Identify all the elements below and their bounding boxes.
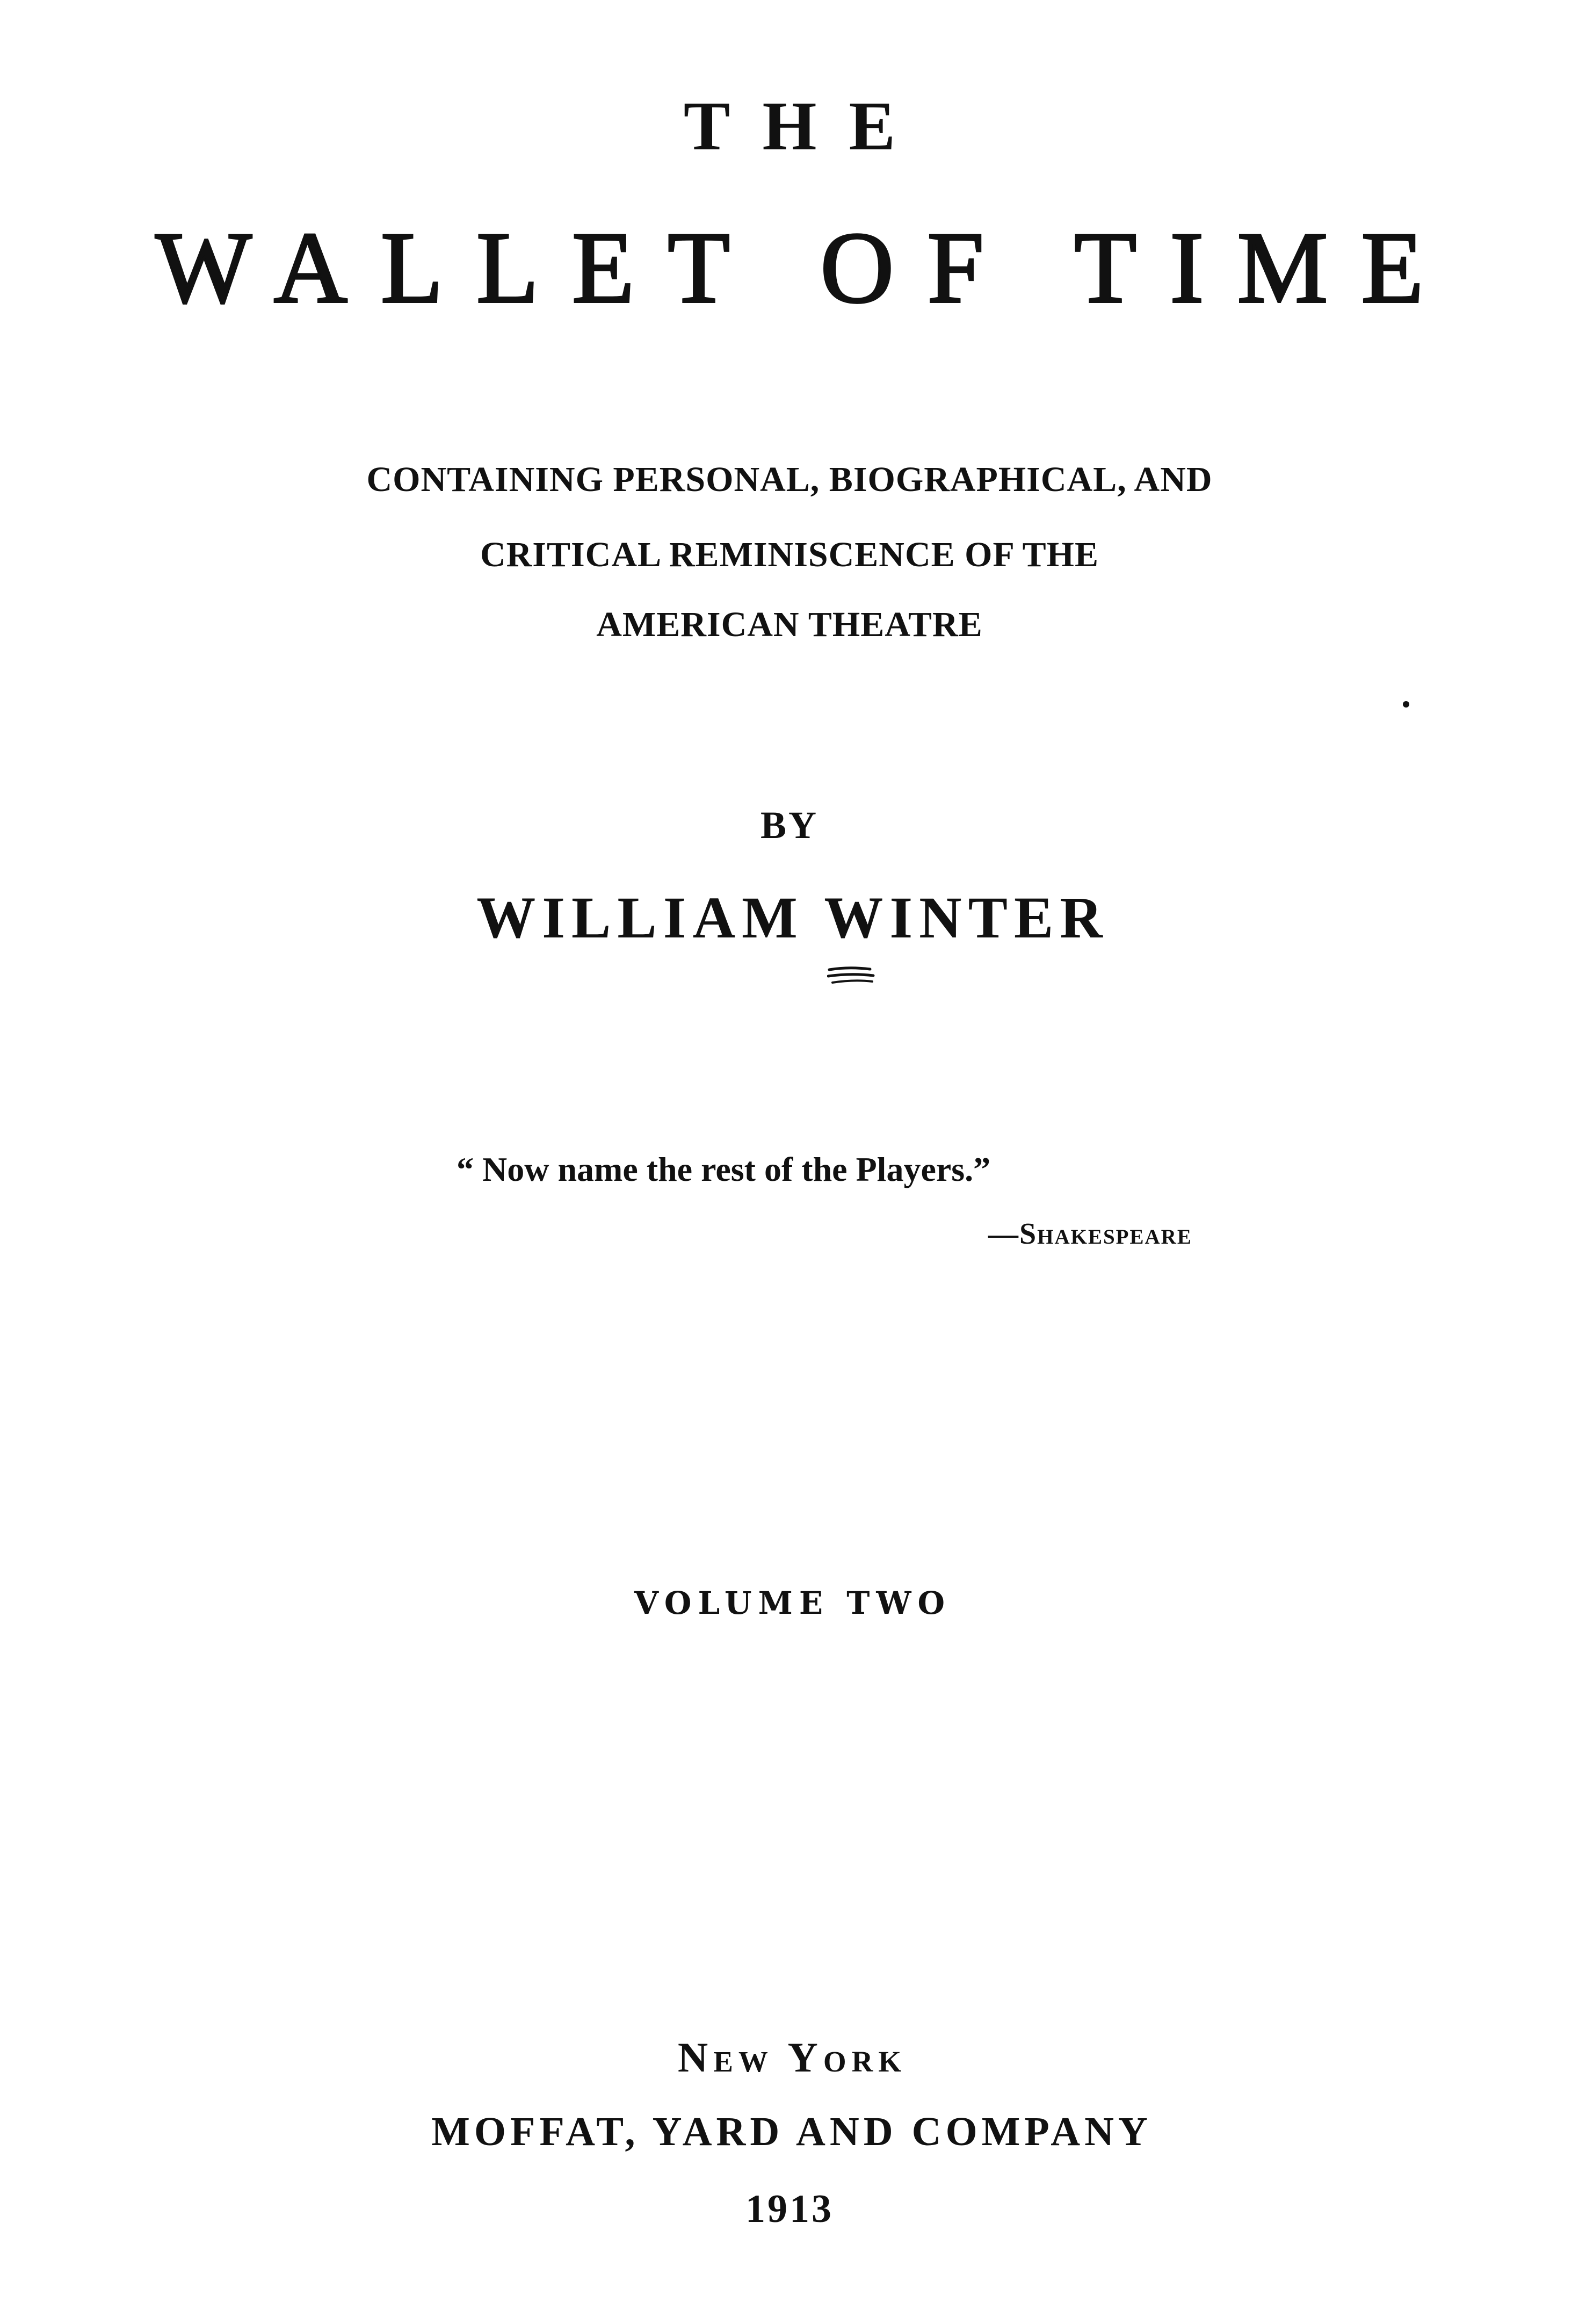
subtitle-line-1: CONTAINING PERSONAL, BIOGRAPHICAL, AND (366, 460, 1213, 499)
epigraph-attribution: —Shakespeare (988, 1217, 1192, 1251)
by-line: BY (760, 804, 819, 847)
publication-year: 1913 (745, 2187, 834, 2231)
stray-ink-dot (1403, 701, 1409, 708)
epigraph-quote: “ Now name the rest of the Players.” (457, 1150, 991, 1188)
book-title: WALLET OF TIME (155, 212, 1457, 324)
handwritten-underline-mark (827, 964, 875, 986)
author-name: WILLIAM WINTER (476, 885, 1109, 950)
title-line-the: THE (683, 88, 928, 165)
subtitle-line-2: CRITICAL REMINISCENCE OF THE (480, 535, 1099, 574)
publication-city: New York (677, 2034, 907, 2081)
volume-label: VOLUME TWO (634, 1585, 952, 1621)
publisher-name: MOFFAT, YARD AND COMPANY (431, 2109, 1152, 2154)
subtitle-line-3: AMERICAN THEATRE (596, 605, 983, 644)
